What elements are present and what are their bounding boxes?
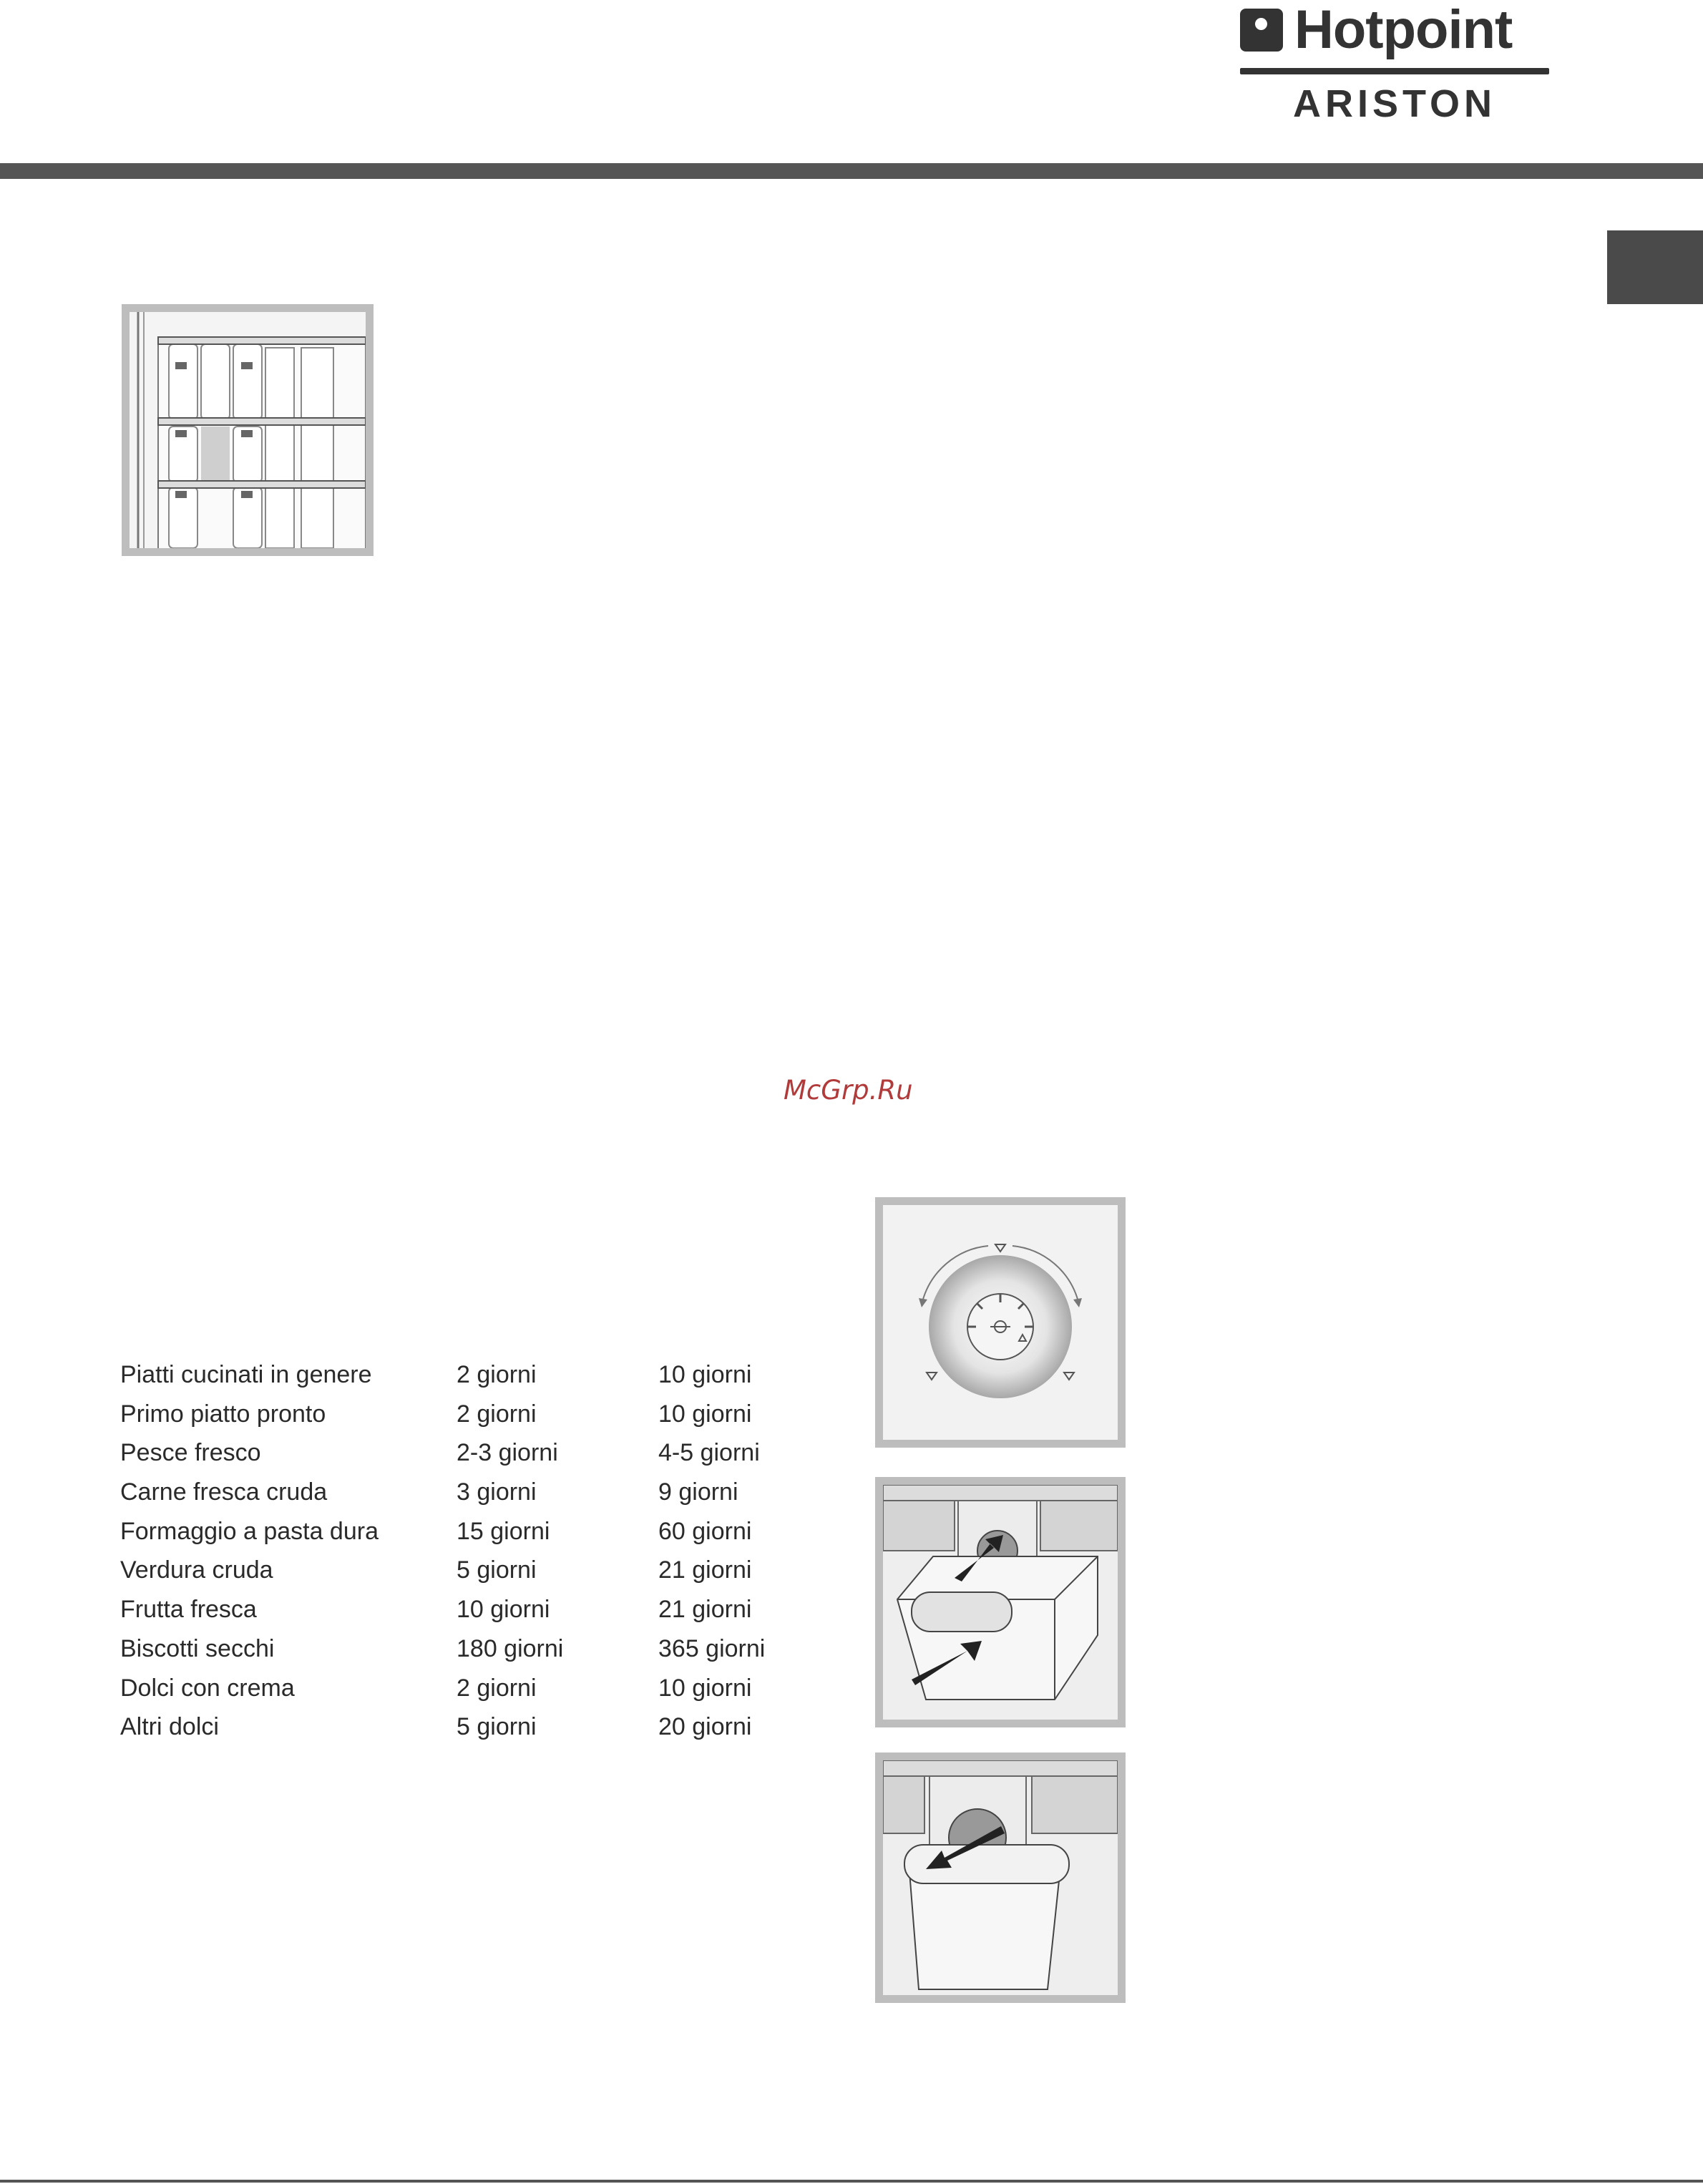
table-row <box>120 1707 807 1747</box>
table-row <box>120 1473 807 1512</box>
food-name: Biscotti secchi <box>120 1634 275 1662</box>
fridge-time: 2-3 giorni <box>457 1439 558 1467</box>
fridge-time: 3 giorni <box>457 1478 537 1506</box>
brand-name: Hotpoint <box>1294 0 1513 60</box>
fresh-box-time: 60 giorni <box>658 1517 752 1545</box>
table-row <box>120 1512 807 1551</box>
food-name: Formaggio a pasta dura <box>120 1517 379 1545</box>
fridge-time: 2 giorni <box>457 1361 537 1388</box>
table-row <box>120 1551 807 1590</box>
food-name: Altri dolci <box>120 1713 219 1741</box>
fridge-time: 180 giorni <box>457 1634 564 1662</box>
fresh-box-time: 365 giorni <box>658 1634 766 1662</box>
watermark-text: McGrp.Ru <box>784 1075 913 1106</box>
brand-subname: ARISTON <box>1292 82 1497 125</box>
fridge-time: 10 giorni <box>457 1596 550 1624</box>
language-tab-marker <box>1607 230 1703 304</box>
fresh-box-time: 21 giorni <box>658 1596 752 1624</box>
drawer-insert-illustration <box>875 1477 1126 1727</box>
table-row <box>120 1590 807 1629</box>
fresh-box-time: 10 giorni <box>658 1674 752 1702</box>
food-name: Pesce fresco <box>120 1439 261 1467</box>
drawer-remove-illustration <box>875 1752 1126 2003</box>
food-name: Carne fresca cruda <box>120 1478 328 1506</box>
brand-logo <box>1240 0 1549 129</box>
fresh-box-time: 4-5 giorni <box>658 1439 760 1467</box>
fresh-box-time: 10 giorni <box>658 1400 752 1428</box>
brand-divider <box>1240 68 1549 74</box>
food-name: Piatti cucinati in genere <box>120 1361 372 1388</box>
food-name: Primo piatto pronto <box>120 1400 326 1428</box>
brand-logo-main <box>1240 0 1512 60</box>
table-row <box>120 1669 807 1708</box>
fresh-box-time: 9 giorni <box>658 1478 738 1506</box>
header-bar <box>0 163 1703 179</box>
table-row <box>120 1395 807 1434</box>
food-name: Dolci con crema <box>120 1674 295 1702</box>
fresh-box-time: 10 giorni <box>658 1361 752 1388</box>
fridge-time: 5 giorni <box>457 1556 537 1584</box>
fridge-time: 5 giorni <box>457 1713 537 1741</box>
fresh-box-time: 20 giorni <box>658 1713 752 1741</box>
fridge-time: 2 giorni <box>457 1674 537 1702</box>
table-row <box>120 1433 807 1473</box>
fridge-time: 15 giorni <box>457 1517 550 1545</box>
door-shelves-illustration <box>122 304 374 556</box>
table-row <box>120 1355 807 1395</box>
food-name: Frutta fresca <box>120 1596 257 1624</box>
food-name: Verdura cruda <box>120 1556 273 1584</box>
storage-times-table <box>120 1355 807 1747</box>
brand-mark-icon <box>1240 9 1283 52</box>
fresh-box-time: 21 giorni <box>658 1556 752 1584</box>
footer-rule <box>0 2180 1703 2183</box>
knob-illustration <box>875 1197 1126 1448</box>
fridge-time: 2 giorni <box>457 1400 537 1428</box>
table-row <box>120 1629 807 1669</box>
